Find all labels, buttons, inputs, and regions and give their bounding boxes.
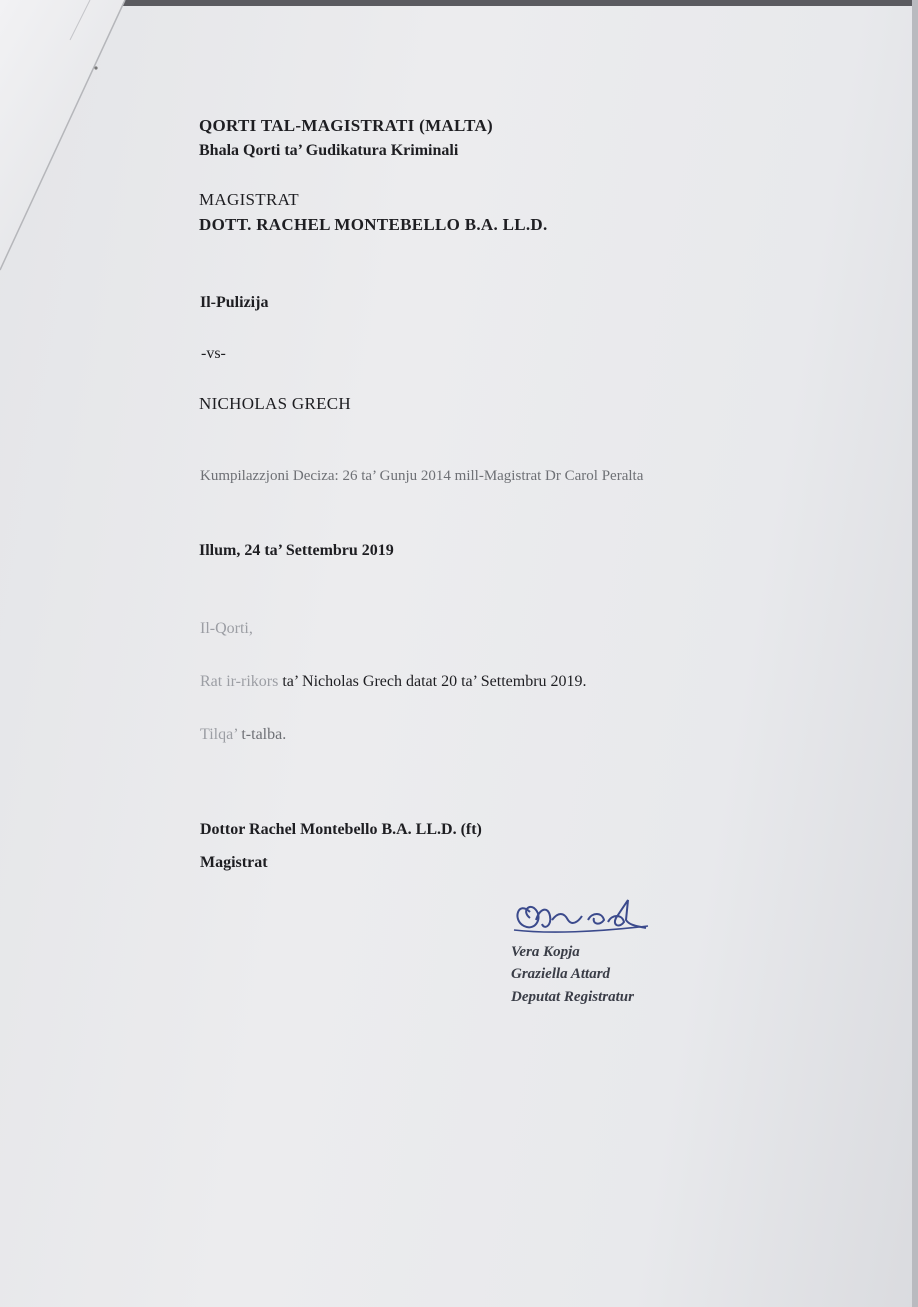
- copy-line-3: Deputat Registratur: [511, 989, 634, 1005]
- court-label: Il-Qorti,: [200, 620, 253, 637]
- court-section: Bhala Qorti ta’ Gudikatura Kriminali: [199, 142, 459, 159]
- handwritten-signature: [508, 890, 656, 950]
- versus-label: -vs-: [201, 345, 226, 362]
- compilation-note: Kumpilazzjoni Deciza: 26 ta’ Gunju 2014 mill-Magistrat Dr Carol Peralta: [200, 468, 644, 484]
- rat-line: [200, 673, 587, 691]
- decision-line: [200, 726, 286, 744]
- magistrate-name: DOTT. RACHEL MONTEBELLO B.A. LL.D.: [199, 215, 548, 234]
- decision-prefix: Tilqa’: [200, 726, 238, 743]
- right-edge: [912, 0, 918, 1307]
- accused-name: NICHOLAS GRECH: [199, 394, 352, 413]
- signatory-role: Magistrat: [200, 854, 268, 871]
- signatory-name: Dottor Rachel Montebello B.A. LL.D. (ft): [200, 821, 482, 838]
- magistrate-title: MAGISTRAT: [199, 190, 299, 209]
- copy-line-2: Graziella Attard: [511, 966, 611, 982]
- court-name: QORTI TAL-MAGISTRATI (MALTA): [199, 116, 494, 135]
- rat-rest: ta’ Nicholas Grech datat 20 ta’ Settembru 2019.: [278, 673, 587, 690]
- rat-prefix: Rat ir-rikors: [200, 673, 279, 690]
- date-line: Illum, 24 ta’ Settembru 2019: [199, 542, 394, 559]
- decision-rest: t-talba.: [237, 726, 287, 743]
- prosecution-party: Il-Pulizija: [200, 294, 269, 311]
- copy-line-1: Vera Kopja: [511, 944, 580, 960]
